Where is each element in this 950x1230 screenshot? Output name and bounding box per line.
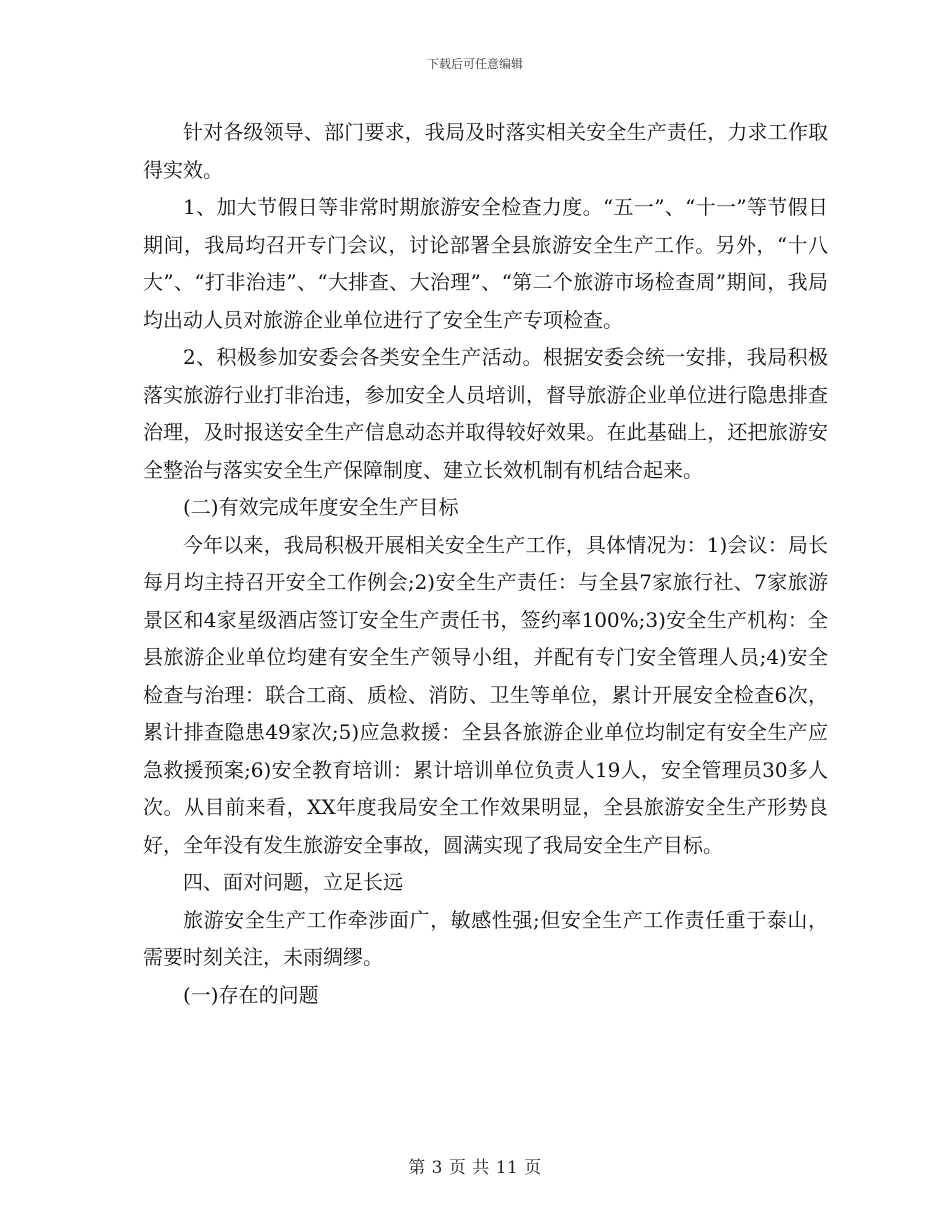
page-header-note: 下载后可任意编辑 — [426, 57, 523, 71]
paragraph: 1、加大节假日等非常时期旅游安全检查力度。“五一”、“十一”等节假日期间，我局均召开专门会议，讨论部署全县旅游安全生产工作。另外，“十八大”、“打非治违”、“大排查、大治理”、“第二个旅游市场检查周”期间，我局均出动人员对旅游企业单位进行了安全生产专项检查。 — [143, 195, 828, 332]
paragraph: 针对各级领导、部门要求，我局及时落实相关安全生产责任，力求工作取得实效。 — [143, 120, 828, 182]
page-number: 第 3 页 共 11 页 — [408, 1158, 542, 1178]
paragraph: 旅游安全生产工作牵涉面广，敏感性强;但安全生产工作责任重于泰山，需要时刻关注，未雨绸缪。 — [143, 907, 828, 969]
paragraph: 2、积极参加安委会各类安全生产活动。根据安委会统一安排，我局积极落实旅游行业打非治违，参加安全人员培训，督导旅游企业单位进行隐患排查治理，及时报送安全生产信息动态并取得较好效果。在此基础上，还把旅游安全整治与落实安全生产保障制度、建立长效机制有机结合起来。 — [143, 345, 828, 482]
paragraph: 今年以来，我局积极开展相关安全生产工作，具体情况为：1)会议：局长每月均主持召开安全工作例会;2)安全生产责任：与全县7家旅行社、7家旅游景区和4家星级酒店签订安全生产责任书，签约率100%;3)安全生产机构：全县旅游企业单位均建有安全生产领导小组，并配有专门安全管理人员;4)安全检查与治理：联合工商、质检、消防、卫生等单位，累计开展安全检查6次，累计排查隐患49家次;5)应急救援：全县各旅游企业单位均制定有安全生产应急救援预案;6)安全教育培训：累计培训单位负责人19人，安全管理员30多人次。从目前来看，XX年度我局安全工作效果明显，全县旅游安全生产形势良好，全年没有发生旅游安全事故，圆满实现了我局安全生产目标。 — [143, 532, 828, 857]
section-heading: 四、面对问题，立足长远 — [183, 870, 403, 894]
section-heading: (二)有效完成年度安全生产目标 — [183, 495, 459, 519]
section-heading: (一)存在的问题 — [183, 982, 319, 1007]
document-body — [143, 114, 828, 1014]
